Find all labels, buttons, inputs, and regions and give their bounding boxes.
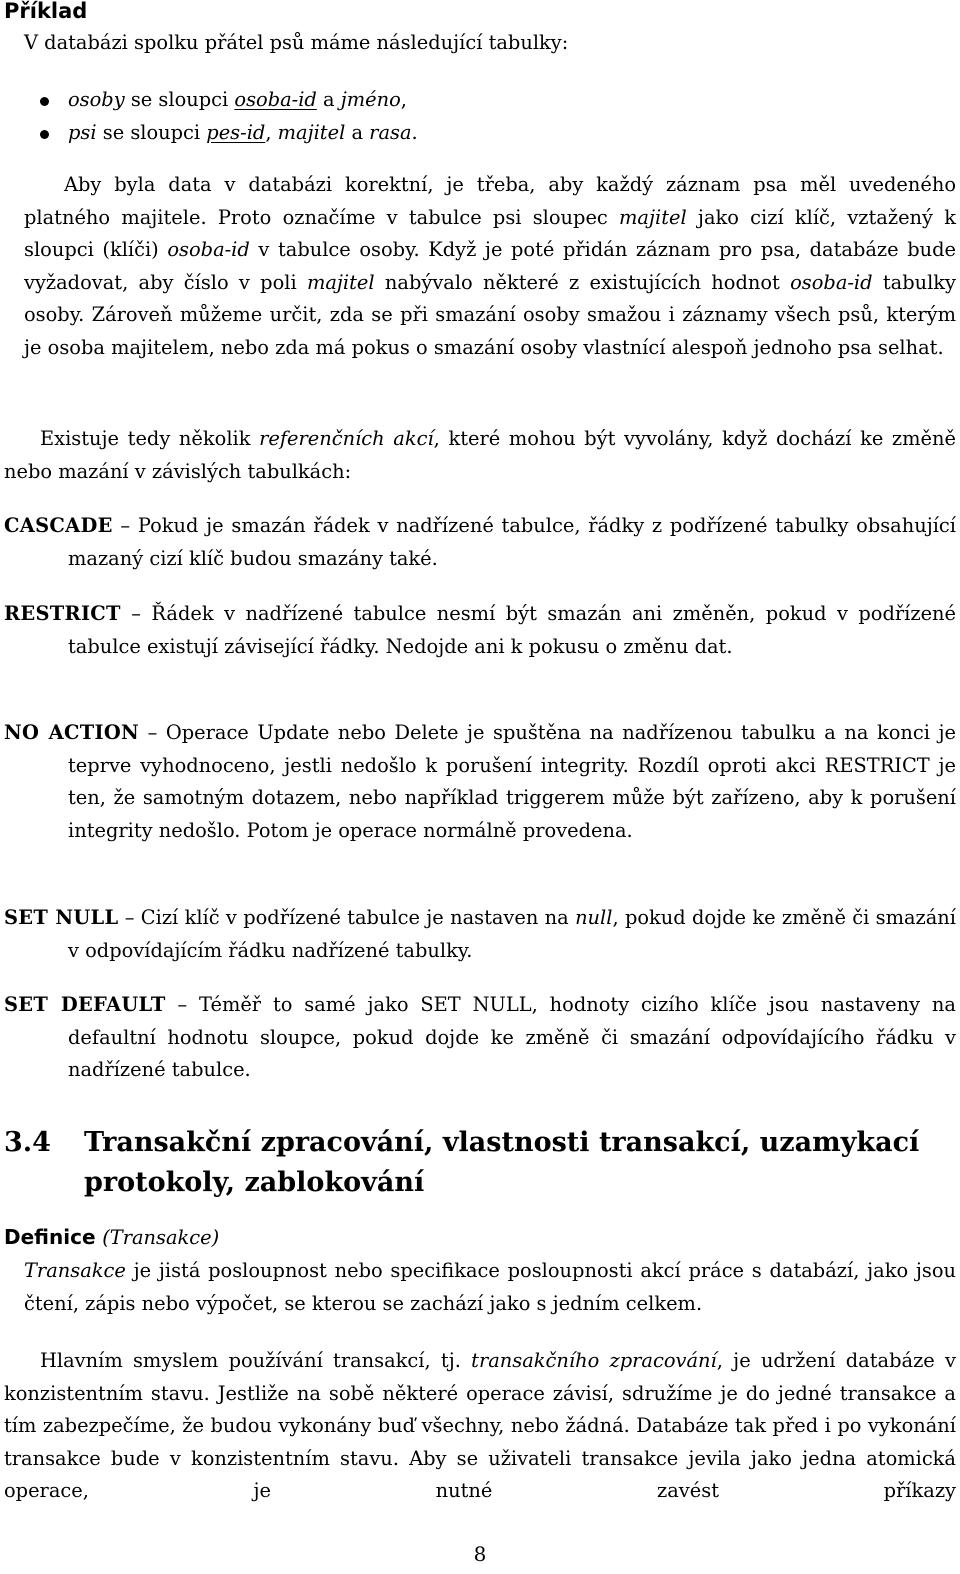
example-intro: V databázi spolku přátel psů máme následující tabulky: [24,31,569,54]
definition-heading: Definice (Transakce) [4,1225,220,1249]
actions-intro: Existuje tedy několik referenčních akcí, které mohou být vyvolány, když dochází ke změně nebo mazání v závislých tabulkách: [4,427,956,483]
section-number: 3.4 [4,1127,51,1158]
action-cascade: CASCADE – Pokud je smazán řádek v nadřízené tabulce, řádky z podřízené tabulky obsahující mazaný cizí klíč budou smazány také. [4,514,956,570]
example-title: Příklad [4,0,88,23]
section-title: Transakční zpracování, vlastnosti transakcí, uzamykací protokoly, zablokování [84,1127,920,1198]
example-paragraph: Aby byla data v databázi korektní, je třeba, aby každý záznam psa měl uvedeného platného majitele. Proto označíme v tabulce psi sloupec majitel jako cizí klíč, vztažený k sloupci (klíči) osoba-id v tabulce osoby. Když je poté přidán záznam pro psa, databáze bude vyžadovat, aby číslo v poli majitel nabývalo některé z existujících hodnot osoba-id tabulky osoby. Zároveň můžeme určit, zda se při smazání osoby smažou i záznamy všech psů, kterým je osoba majitelem, nebo zda má pokus o smazání osoby vlastnící alespoň jednoho psa selhat. [24,173,957,359]
bullet-icon [40,97,49,106]
action-set-null: SET NULL – Cizí klíč v podřízené tabulce je nastaven na null, pokud dojde ke změně či smazání v odpovídajícím řádku nadřízené tabulky. [4,906,956,962]
example-bullets [68,84,948,149]
definition-body: Transakce je jistá posloupnost nebo specifikace posloupnosti akcí práce s databází, jako jsou čtení, zápis nebo výpočet, se kterou se zachází jako s jedním celkem. [24,1259,956,1315]
action-restrict: RESTRICT – Řádek v nadřízené tabulce nesmí být smazán ani změněn, pokud v podřízené tabulce existují závisející řádky. Nedojde ani k pokusu o změnu dat. [4,602,957,658]
bullet-psi: psi se sloupci pes-id, majitel a rasa. [68,117,948,150]
action-set-default: SET DEFAULT – Téměř to samé jako SET NULL, hodnoty cizího klíče jsou nastaveny na defaultní hodnotu sloupce, pokud dojde ke změně či smazání odpovídajícího řádku v nadřízené tabulce. [4,993,956,1081]
bullet-icon [40,130,49,139]
closing-paragraph: Hlavním smyslem používání transakcí, tj. transakčního zpracování, je udržení databáze v konzistentním stavu. Jestliže na sobě některé operace závisí, sdružíme je do jedné transakce a tím zabezpečíme, že budou vykonány buď všechny, nebo žádná. Databáze tak před i po vykonání transakce bude v konzistentním stavu. Aby se uživateli transakce jevila jako jedna atomická operace, je nutné zavést příkazy [4,1349,956,1502]
bullet-osoby: osoby se sloupci osoba-id a jméno, [68,84,948,117]
action-no-action: NO ACTION – Operace Update nebo Delete je spuštěna na nadřízenou tabulku a na konci je teprve vyhodnoceno, jestli nedošlo k porušení integrity. Rozdíl oproti akci RESTRICT je ten, že samotným dotazem, nebo například triggerem může být zařízeno, aby k porušení integrity nedošlo. Potom je operace normálně provedena. [4,721,956,842]
page-number: 8 [473,1542,487,1566]
